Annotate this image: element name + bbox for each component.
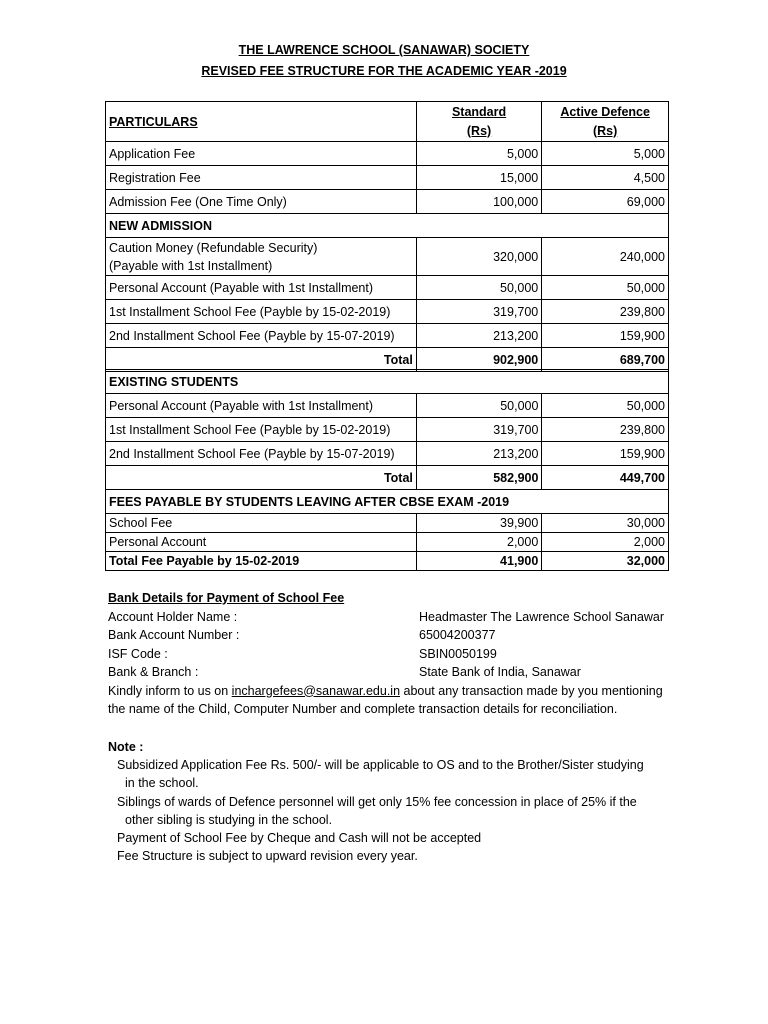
inform-line-2: the name of the Child, Computer Number and complete transaction details for reconciliation. — [108, 702, 618, 716]
caution-line2: (Payable with 1st Installment) — [109, 258, 273, 273]
account-number-row — [108, 626, 708, 645]
leaving-students-heading: FEES PAYABLE BY STUDENTS LEAVING AFTER CBSE EXAM -2019 — [106, 490, 669, 514]
defence-total: 689,700 — [542, 348, 669, 372]
bank-branch-label: Bank & Branch : — [108, 665, 199, 679]
isf-code-row — [108, 645, 708, 664]
total-row — [106, 348, 669, 372]
defence-total: 32,000 — [542, 552, 669, 571]
table-row — [106, 300, 669, 324]
document-title: THE LAWRENCE SCHOOL (SANAWAR) SOCIETY — [238, 43, 530, 57]
standard-total: 41,900 — [416, 552, 542, 571]
standard-value: 100,000 — [416, 190, 541, 214]
table-row — [106, 166, 669, 190]
standard-total: 902,900 — [416, 348, 541, 372]
particulars-header: PARTICULARS — [106, 102, 417, 142]
standard-value: 320,000 — [416, 238, 541, 276]
standard-value: 319,700 — [416, 300, 541, 324]
email-link[interactable]: inchargefees@sanawar.edu.in — [231, 683, 401, 698]
table-row — [106, 418, 669, 442]
standard-value: 50,000 — [416, 276, 541, 300]
standard-value: 15,000 — [416, 166, 541, 190]
standard-header-unit: (Rs) — [466, 123, 492, 138]
table-row — [106, 442, 669, 466]
standard-total: 582,900 — [416, 466, 542, 490]
defence-header-unit: (Rs) — [592, 123, 618, 138]
defence-value: 240,000 — [542, 238, 669, 276]
new-admission-heading: NEW ADMISSION — [106, 214, 669, 238]
total-row — [106, 466, 669, 490]
standard-value: 319,700 — [416, 418, 542, 442]
note-heading: Note : — [108, 740, 144, 754]
standard-header-label: Standard — [451, 104, 507, 119]
account-number-value: 65004200377 — [419, 628, 496, 642]
standard-value: 39,900 — [416, 514, 542, 533]
standard-header — [416, 102, 541, 142]
defence-value: 239,800 — [542, 418, 669, 442]
bank-branch-value: State Bank of India, Sanawar — [419, 665, 581, 679]
note-item-1: Subsidized Application Fee Rs. 500/- will be applicable to OS and to the Brother/Sister studying — [117, 758, 644, 773]
note-item-2-continued: other sibling is studying in the school. — [125, 812, 333, 827]
row-label: 1st Installment School Fee (Payble by 15-02-2019) — [106, 418, 417, 442]
inform-prefix: Kindly inform to us on — [108, 683, 232, 698]
table-row — [106, 324, 669, 348]
defence-value: 50,000 — [542, 394, 669, 418]
defence-value: 239,800 — [542, 300, 669, 324]
row-label: 2nd Installment School Fee (Payble by 15-07-2019) — [106, 442, 417, 466]
table-row — [106, 533, 669, 552]
table-row — [106, 190, 669, 214]
account-holder-row — [108, 608, 708, 627]
note-item-2: Siblings of wards of Defence personnel will get only 15% fee concession in place of 25% if the — [117, 794, 637, 809]
fee-table-leaving — [105, 489, 669, 571]
account-holder-value: Headmaster The Lawrence School Sanawar — [419, 609, 665, 624]
defence-value: 159,900 — [542, 324, 669, 348]
notes-section — [108, 738, 688, 865]
defence-value: 2,000 — [542, 533, 669, 552]
bank-details-heading: Bank Details for Payment of School Fee — [108, 591, 345, 605]
section-heading-row — [106, 214, 669, 238]
bank-details — [108, 589, 708, 719]
row-label: 2nd Installment School Fee (Payble by 15-07-2019) — [106, 324, 417, 348]
row-label: Registration Fee — [106, 166, 417, 190]
account-number-label: Bank Account Number : — [108, 628, 240, 642]
document-subtitle: REVISED FEE STRUCTURE FOR THE ACADEMIC YEAR -2019 — [201, 64, 567, 78]
bank-branch-row — [108, 663, 708, 682]
defence-value: 159,900 — [542, 442, 669, 466]
isf-code-value: SBIN0050199 — [419, 646, 497, 661]
fee-table-existing — [105, 369, 669, 490]
standard-value: 213,200 — [416, 324, 541, 348]
defence-value: 69,000 — [542, 190, 669, 214]
table-row — [106, 514, 669, 533]
defence-value: 50,000 — [542, 276, 669, 300]
standard-value: 2,000 — [416, 533, 542, 552]
table-row — [106, 142, 669, 166]
fee-table-main — [105, 101, 669, 372]
defence-header-label: Active Defence — [560, 104, 650, 119]
defence-total: 449,700 — [542, 466, 669, 490]
note-item-4: Fee Structure is subject to upward revision every year. — [117, 849, 418, 864]
section-heading-row — [106, 370, 669, 394]
table-row — [106, 394, 669, 418]
note-item-1-continued: in the school. — [125, 776, 199, 791]
total-label: Total — [106, 348, 417, 372]
total-label: Total Fee Payable by 15-02-2019 — [106, 552, 417, 571]
defence-value: 30,000 — [542, 514, 669, 533]
note-item-3: Payment of School Fee by Cheque and Cash will not be accepted — [117, 831, 482, 846]
total-label: Total — [106, 466, 417, 490]
defence-header — [542, 102, 669, 142]
isf-code-label: ISF Code : — [108, 646, 168, 661]
account-holder-label: Account Holder Name : — [108, 609, 238, 624]
total-row — [106, 552, 669, 571]
row-label: Personal Account — [106, 533, 417, 552]
standard-value: 5,000 — [416, 142, 541, 166]
row-label: Application Fee — [106, 142, 417, 166]
row-label: Personal Account (Payable with 1st Installment) — [106, 394, 417, 418]
table-row — [106, 238, 669, 276]
caution-money-label — [106, 238, 417, 276]
defence-value: 5,000 — [542, 142, 669, 166]
row-label: School Fee — [106, 514, 417, 533]
inform-line — [108, 682, 708, 701]
table-header-row — [106, 102, 669, 142]
standard-value: 50,000 — [416, 394, 542, 418]
inform-suffix: about any transaction made by you mentioning — [400, 683, 663, 698]
row-label: 1st Installment School Fee (Payble by 15-02-2019) — [106, 300, 417, 324]
section-heading-row — [106, 490, 669, 514]
standard-value: 213,200 — [416, 442, 542, 466]
defence-value: 4,500 — [542, 166, 669, 190]
row-label: Admission Fee (One Time Only) — [106, 190, 417, 214]
row-label: Personal Account (Payable with 1st Installment) — [106, 276, 417, 300]
caution-line1: Caution Money (Refundable Security) — [109, 240, 318, 255]
table-row — [106, 276, 669, 300]
existing-students-heading: EXISTING STUDENTS — [106, 370, 669, 394]
